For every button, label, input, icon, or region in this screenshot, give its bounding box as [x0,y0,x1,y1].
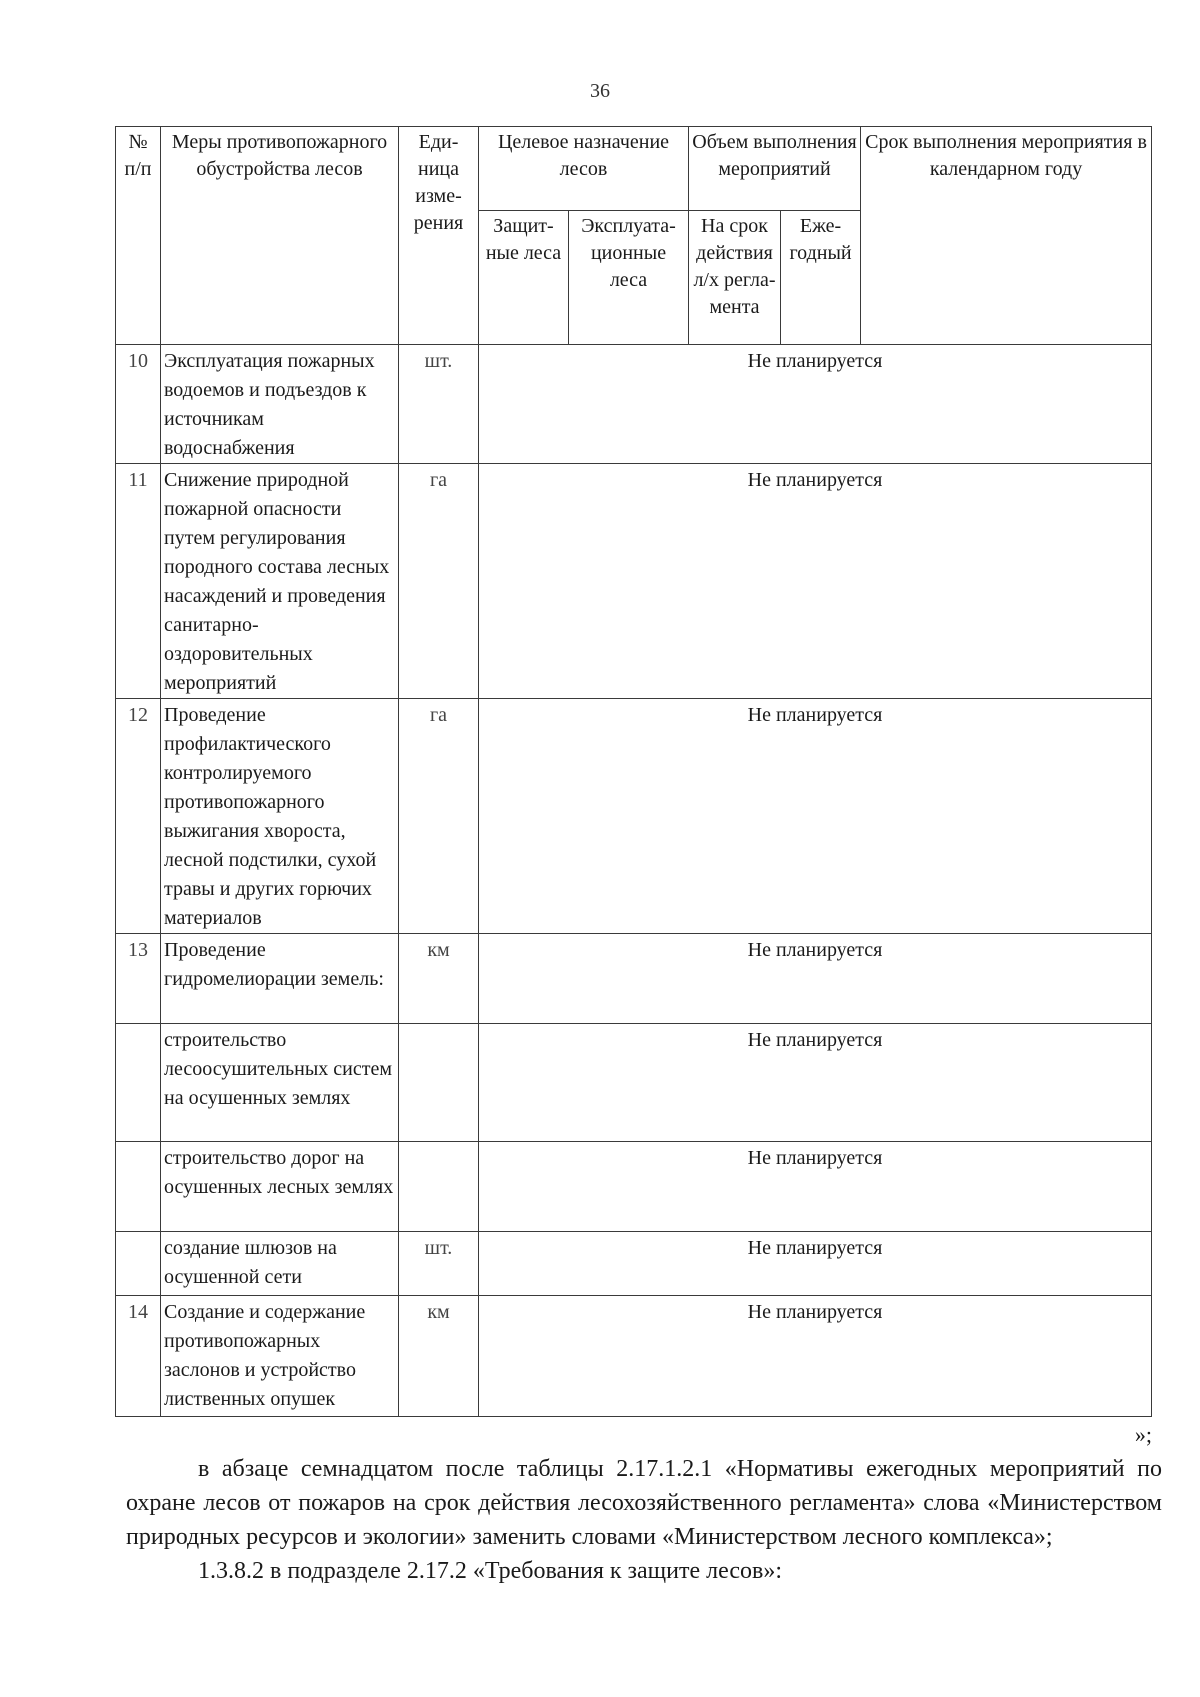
amendment-subsection: 1.3.8.2 в подразделе 2.17.2 «Требования к защите лесов»: [198,1558,783,1584]
row-measure: создание шлюзов на осушенной сети [161,1232,399,1296]
row-measure: строительство дорог на осушенных лесных землях [161,1142,399,1232]
table-row [116,1232,1152,1296]
header-protective: Защит-ные леса [479,211,569,345]
header-deadline: Срок выполнения мероприятия в календарном году [861,127,1152,345]
page-number: 36 [590,80,610,102]
row-unit: га [399,464,479,699]
header-unit: Еди-ница изме-рения [399,127,479,345]
header-num: № п/п [116,127,161,345]
row-num: 13 [116,934,161,1024]
header-annual: Еже-годный [781,211,861,345]
closing-quote: »; [1134,1422,1152,1447]
table-row [116,1142,1152,1232]
table-row [116,1296,1152,1417]
row-unit [399,1024,479,1142]
header-volume: Объем выполнения мероприятий [689,127,861,211]
row-measure: Проведение гидромелиорации земель: [161,934,399,1024]
row-status: Не планируется [479,1024,1152,1142]
row-unit: км [399,1296,479,1417]
table-row [116,1024,1152,1142]
row-num: 10 [116,345,161,464]
header-purpose: Целевое назначение лесов [479,127,689,211]
header-measure: Меры противопожарного обустройства лесов [161,127,399,345]
row-num [116,1024,161,1142]
row-num: 11 [116,464,161,699]
amendment-paragraph: в абзаце семнадцатом после таблицы 2.17.1.2.1 «Нормативы ежегодных мероприятий по охране лесов от пожаров на срок действия лесохозяйственного регламента» слова «Министерством природных ресурсов и экологии» заменить словами «Министерством лесного комплекса»; [126,1456,1162,1550]
row-status: Не планируется [479,1142,1152,1232]
row-unit: га [399,699,479,934]
row-unit: км [399,934,479,1024]
table-row [116,699,1152,934]
row-status: Не планируется [479,1232,1152,1296]
row-measure: Проведение профилактического контролируемого противопожарного выжигания хвороста, лесной подстилки, сухой травы и других горючих материалов [161,699,399,934]
row-unit [399,1142,479,1232]
row-status: Не планируется [479,464,1152,699]
row-status: Не планируется [479,1296,1152,1417]
table-row [116,345,1152,464]
table-row [116,934,1152,1024]
row-measure: строительство лесоосушительных систем на осушенных землях [161,1024,399,1142]
row-measure: Эксплуатация пожарных водоемов и подъездов к источникам водоснабжения [161,345,399,464]
row-status: Не планируется [479,345,1152,464]
row-measure: Снижение природной пожарной опасности путем регулирования породного состава лесных насаждений и проведения санитарно-оздоровительных мероприятий [161,464,399,699]
fire-measures-table [115,126,1152,1417]
row-status: Не планируется [479,934,1152,1024]
row-status: Не планируется [479,699,1152,934]
row-unit: шт. [399,1232,479,1296]
table-row [116,464,1152,699]
row-unit: шт. [399,345,479,464]
row-num: 14 [116,1296,161,1417]
row-num: 12 [116,699,161,934]
header-term: На срок действия л/х регла-мента [689,211,781,345]
header-exploitation: Эксплуата-ционные леса [569,211,689,345]
row-num [116,1142,161,1232]
row-num [116,1232,161,1296]
row-measure: Создание и содержание противопожарных заслонов и устройство лиственных опушек [161,1296,399,1417]
